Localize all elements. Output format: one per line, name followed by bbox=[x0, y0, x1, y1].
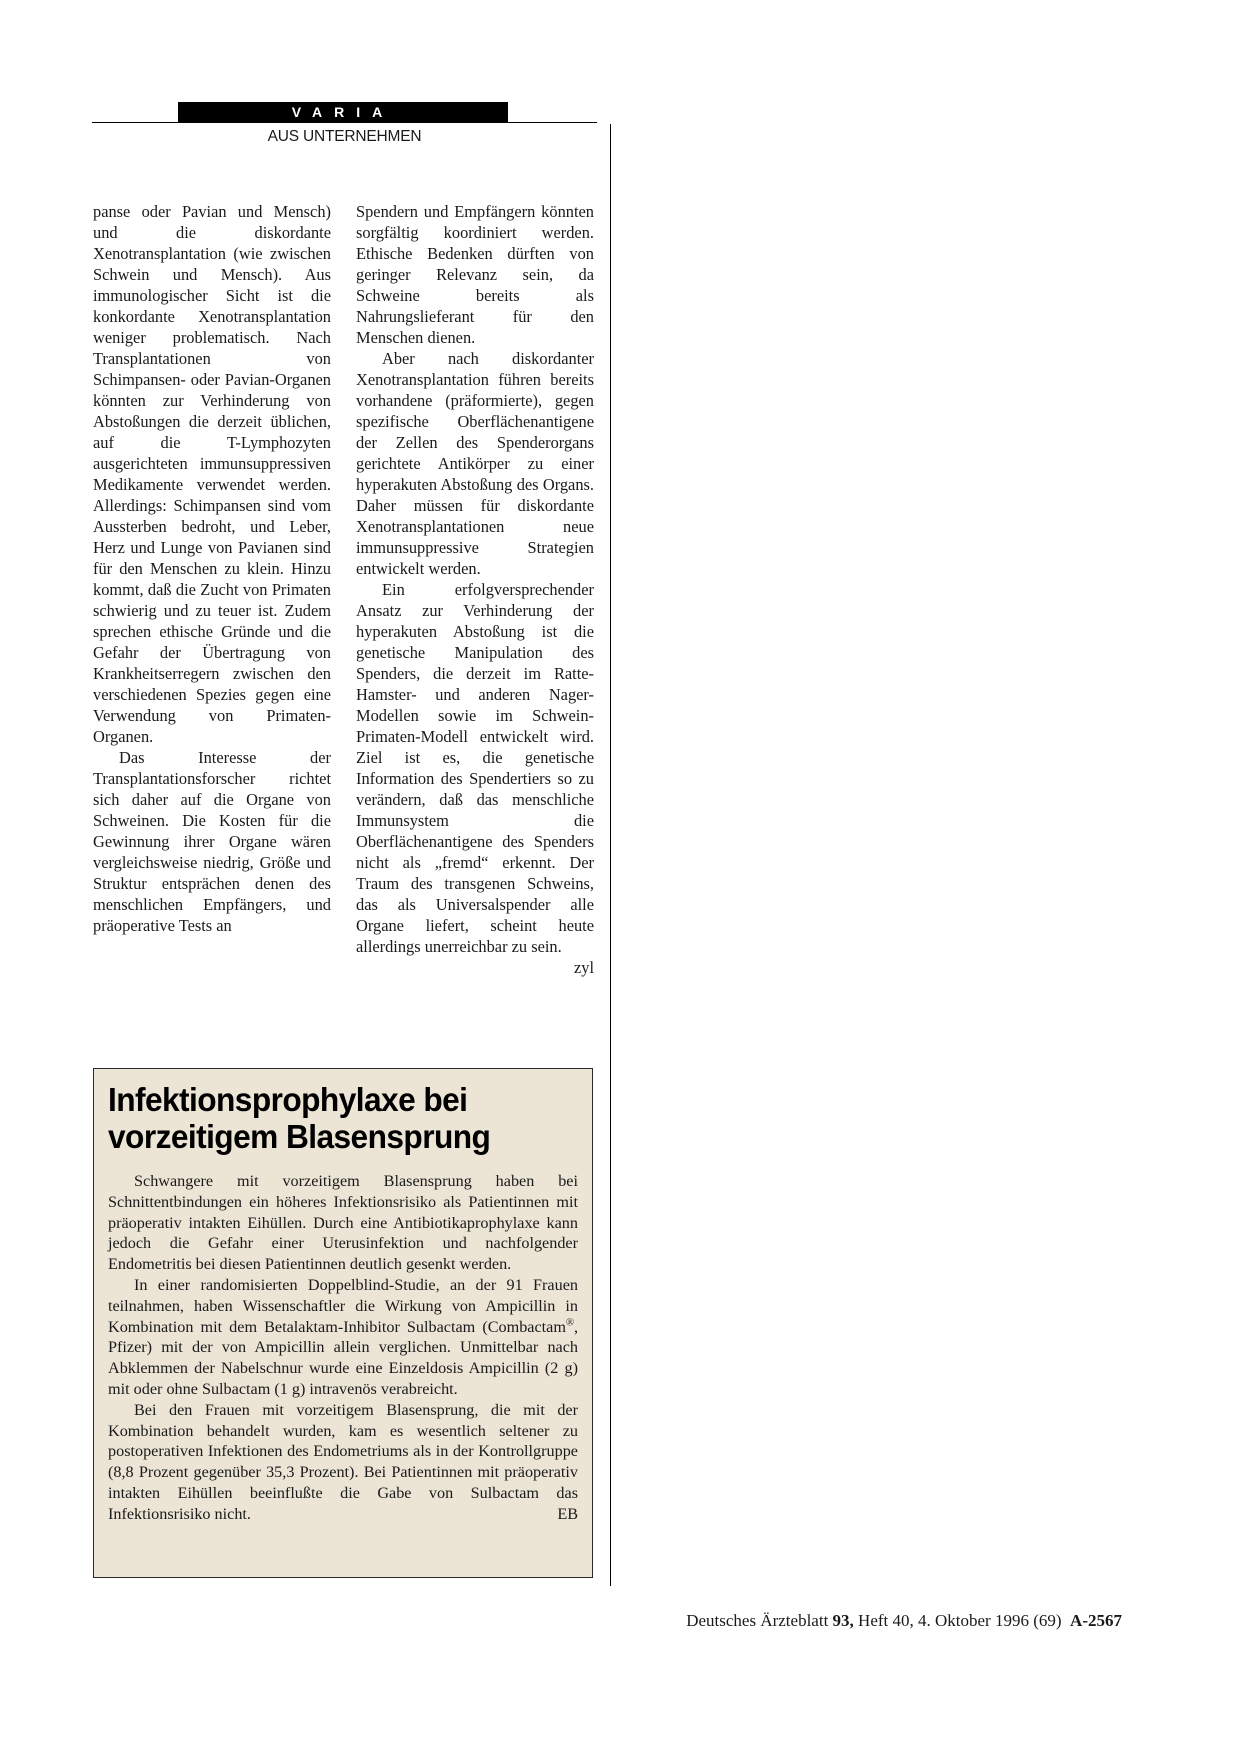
page-footer bbox=[600, 1611, 1122, 1631]
subsection-label: AUS UNTERNEHMEN bbox=[267, 128, 422, 145]
paragraph-text: , Pfizer) mit der von Ampicillin allein verglichen. Unmittelbar nach Abklemmen der Nabelschnur wurde eine Einzeldosis Ampicillin (2 g) mit oder ohne Sulbactam (1 g) intravenös verabreicht. bbox=[108, 1317, 578, 1398]
paragraph: Das Interesse der Transplantationsforscher richtet sich daher auf die Organe von Schweinen. Die Kosten für die Gewinnung ihrer Organe wären vergleichsweise niedrig, Größe und Struktur entsprächen denen des menschlichen Empfängers, und präoperative Tests an bbox=[93, 748, 331, 935]
column-divider bbox=[610, 124, 611, 1586]
box-headline: Infektionsprophylaxe bei vorzeitigem Blasensprung bbox=[108, 1081, 491, 1155]
journal-name: Deutsches Ärzteblatt bbox=[686, 1611, 829, 1630]
paragraph: Schwangere mit vorzeitigem Blasensprung haben bei Schnittentbindungen ein höheres Infektionsrisiko als Patientinnen mit präoperativ intakten Eihüllen. Durch eine Antibiotikaprophylaxe kann jedoch die Gefahr einer Uterusinfektion und nachfolgender Endometritis bei diesen Patientinnen deutlich gesenkt werden. bbox=[108, 1172, 578, 1274]
paragraph-text: Bei den Frauen mit vorzeitigem Blasensprung, die mit der Kombination behandelt wurden, kam es wesentlich seltener zu postoperativen Infektionen des Endometriums als in der Kontrollgruppe (8,8 Prozent gegenüber 35,3 Prozent). Bei Patientinnen mit präoperativ intakten Eihüllen beeinflußte die Gabe von Sulbactam das Infektionsrisiko nicht. bbox=[108, 1400, 578, 1523]
paragraph: panse oder Pavian und Mensch) und die diskordante Xenotransplantation (wie zwischen Schwein und Mensch). Aus immunologischer Sicht ist die konkordante Xenotransplantation weniger problematisch. Nach Transplantationen von Schimpansen- oder Pavian-Organen könnten zur Verhinderung von Abstoßungen die derzeit üblichen, auf die T-Lymphozyten ausgerichteten immunsuppressiven Medikamente verwendet werden. Allerdings: Schimpansen sind vom Aussterben bedroht, und Leber, Herz und Lunge von Pavianen sind für den Menschen zu klein. Hinzu kommt, daß die Zucht von Primaten schwierig und zu teuer ist. Zudem sprechen ethische Gründe und die Gefahr der Übertragung von Krankheitserregern zwischen den verschiedenen Spezies gegen eine Verwendung von Primaten-Organen. bbox=[93, 202, 331, 746]
paragraph bbox=[108, 1400, 578, 1525]
news-box bbox=[93, 1068, 593, 1578]
author-signature: zyl bbox=[573, 958, 594, 977]
article-column-left bbox=[93, 201, 331, 936]
section-label: VARIA bbox=[178, 102, 508, 122]
article-column-right bbox=[356, 201, 594, 978]
paragraph-text: Ein erfolgversprechender Ansatz zur Verhinderung der hyperakuten Abstoßung ist die genetische Manipulation des Spenders, die derzeit im Ratte-Hamster- und anderen Nager-Modellen sowie im Schwein-Primaten-Modell entwickelt wird. Ziel ist es, die genetische Information des Spendertiers so zu verändern, daß das menschliche Immunsystem die Oberflächenantigene des Spenders nicht als „fremd“ erkennt. Der Traum des transgenen Schweins, das als Universalspender alle Organe liefert, scheint heute allerdings unerreichbar zu sein. bbox=[356, 580, 594, 956]
paragraph bbox=[356, 579, 594, 977]
registered-mark: ® bbox=[565, 1317, 574, 1329]
header-rule bbox=[92, 122, 597, 123]
volume-number: 93, bbox=[832, 1611, 854, 1630]
box-body bbox=[108, 1171, 578, 1525]
paragraph bbox=[108, 1275, 578, 1400]
paragraph-text: In einer randomisierten Doppelblind-Studie, an der 91 Frauen teilnahmen, haben Wissenschaftler die Wirkung von Ampicillin in Kombination mit dem Betalaktam-Inhibitor Sulbactam (Combactam bbox=[108, 1275, 578, 1336]
page-number: A-2567 bbox=[1070, 1611, 1122, 1630]
issue-info: Heft 40, 4. Oktober 1996 (69) bbox=[858, 1611, 1062, 1630]
paragraph: Aber nach diskordanter Xenotransplantation führen bereits vorhandene (präformierte), gegen spezifische Oberflächenantigene der Zellen des Spenderorgans gerichtete Antikörper zu einer hyperakuten Abstoßung des Organs. Daher müssen für diskordante Xenotransplantationen neue immunsuppressive Strategien entwickelt werden. bbox=[356, 349, 594, 578]
box-signature: EB bbox=[557, 1504, 578, 1523]
paragraph: Spendern und Empfängern könnten sorgfältig koordiniert werden. Ethische Bedenken dürften von geringer Relevanz sein, da Schweine bereits als Nahrungslieferant für den Menschen dienen. bbox=[356, 202, 594, 347]
